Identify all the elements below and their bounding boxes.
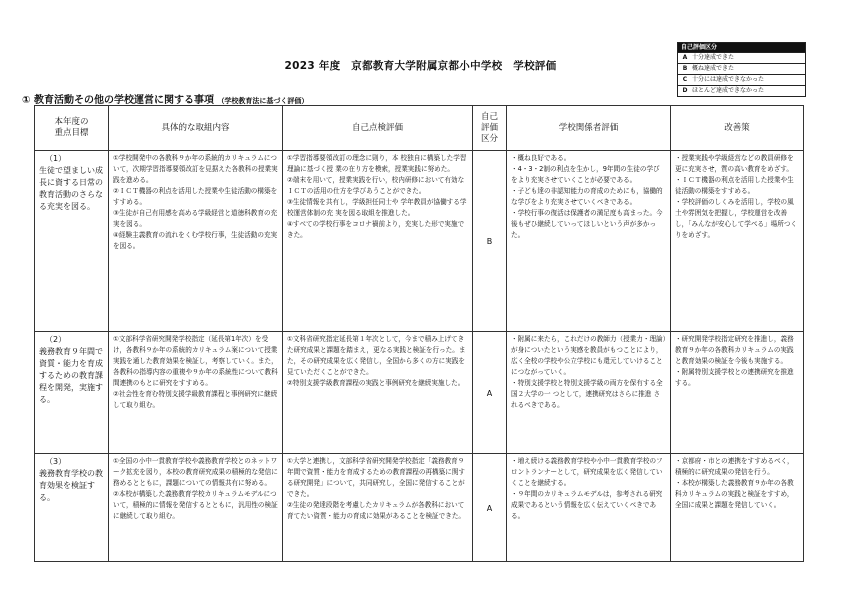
goal-number: （3） <box>45 457 67 466</box>
legend-header: 自己評価区分 <box>678 43 805 52</box>
legend-label: 概ね達成できた <box>692 65 735 72</box>
legend-key: B <box>682 65 688 72</box>
table-row <box>35 151 804 332</box>
legend-label: ほとんど達成できなかった <box>692 87 765 94</box>
legend-row <box>678 52 805 63</box>
improvement-cell: ・授業実践や学級経営などの教員研修を更に充実させ，質の高い教育をめざす。 ・ＩＣＴ機器の利点を活用した授業や生徒活動の構築をすすめる。 ・学校評価のしくみを活用し，学校の風土や雰囲気を把握し，学校運営を改善し，「みんなが安心して学べる」場所つくりをめざす。 <box>671 151 804 332</box>
legend-row <box>678 74 805 85</box>
rating-cell: B <box>473 151 507 332</box>
plan-cell: ①全国の小中一貫教育学校や義務教育学校とのネットワーク拡充を図り，本校の教育研究成果の積極的な発信に務めるとともに，課題についての情報共有に努める。 ②本校が構築した義務教育学校カリキュラムモデルについて，積極的に情報を発信するとともに，汎用性の検証に継続して取り組む。 <box>109 454 283 562</box>
stakeholder-evaluation-cell: ・概ね良好である。 ・4・3・2制の利点を生かし，9年間の生徒の学びをより充実させていくことが必要である。 ・子ども達の非認知能力の育成のためにも，協働的な学びをより充実させていくべきである。 ・学校行事の復活は保護者の満足度も高まった。今後もぜひ継続していってほしいという声が多かった。 <box>507 151 671 332</box>
improvement-cell: ・京都府・市との連携をすすめるべく，積極的に研究成果の発信を行う。 ・本校が構築した義務教育９か年の各教科カリキュラムの実践と検証をすすめ，全国に成果と課題を発信していく。 <box>671 454 804 562</box>
evaluation-table <box>34 105 804 562</box>
goal-number: （1） <box>45 154 67 163</box>
legend-row <box>678 63 805 74</box>
legend-key: A <box>682 54 688 61</box>
table-header-row <box>35 106 804 151</box>
page-title: 2023 年度 京都教育大学附属京都小中学校 学校評価 <box>284 60 557 72</box>
legend-key: C <box>682 76 688 83</box>
legend-key: D <box>682 87 688 94</box>
goal-cell <box>35 454 109 562</box>
header-stakeholder-evaluation: 学校関係者評価 <box>507 106 671 151</box>
legend-label: 十分には達成できなかった <box>692 76 765 83</box>
goal-cell <box>35 332 109 454</box>
header-self-evaluation: 自己点検評価 <box>283 106 473 151</box>
self-evaluation-cell: ①文科省研究指定延長第１年次として，今まで積み上げてきた研究成果と課題を踏まえ，更なる実践と検証を行った。また，その研究成果を広く発信し，全国から多くの方に実践を見ていただくことができた。 ②特別支援学級教育課程の実践と事例研究を継続実施した。 <box>283 332 473 454</box>
section-note: （学校教育法に基づく評価） <box>217 97 309 105</box>
goal-text: 義務教育学校の教育効果を検証する。 <box>39 469 103 502</box>
table-row <box>35 454 804 562</box>
header-rating: 自己 評価 区分 <box>473 106 507 151</box>
goal-text: 義務教育９年間で資質・能力を育成するための教育課程を開発，実施する。 <box>39 347 103 404</box>
rating-legend <box>677 42 806 97</box>
rating-cell: A <box>473 454 507 562</box>
table-row <box>35 332 804 454</box>
improvement-cell: ・研究開発学校指定研究を推進し，義務教育９か年の各教科カリキュラムの実践と教育効果の検証を今後も実施する。 ・附属特別支援学校との連携研究を推進する。 <box>671 332 804 454</box>
self-evaluation-cell: ①大学と連携し，文部科学省研究開発学校指定「義務教育９年間で資質・能力を育成するための教育課程の再構築に関する研究開発」について，共同研究し，全国に発信することができた。 ②生徒の発達段階を考慮したカリキュラムが各教科において育てたい資質・能力の育成に効果があることを検証できた。 <box>283 454 473 562</box>
legend-row <box>678 85 805 96</box>
goal-text: 生徒で望ましい成長に資する日常の教育活動のさらなる充実を図る。 <box>39 166 103 211</box>
section-heading <box>22 91 308 106</box>
goal-cell <box>35 151 109 332</box>
stakeholder-evaluation-cell: ・増え続ける義務教育学校や小中一貫教育学校のフロントランナーとして，研究成果を広く発信していくことを継続する。 ・９年間のカリキュラムモデルは，参考される研究成果であるという情報を広く伝えていくべきである。 <box>507 454 671 562</box>
header-goal: 本年度の 重点目標 <box>35 106 109 151</box>
header-plan: 具体的な取組内容 <box>109 106 283 151</box>
plan-cell: ①学校開発中の各教科９か年の系統的カリキュラムについて，次期学習指導要領改訂を見据えた各教科の授業実践を進める。 ②ＩＣＴ機器の利点を活用した授業や生徒活動の構築をすすめる。 ③生徒が自己有用感を高める学級経営と道徳科教育の充実を図る。 ④経験主義教育の流れをくむ学校行事，生徒活動の充実を図る。 <box>109 151 283 332</box>
legend-label: 十分達成できた <box>692 54 735 61</box>
self-evaluation-cell: ①学習指導要領改訂の理念に則り，本 校独自に構築した学習理論に基づく授 業の在り方を模索，授業実践に努めた。 ②端末を用いて，授業実践を行い，校内研修において有効なＩＣＴの活用の仕方を学びあうことができた。 ③生徒情報を共有し，学級担任同士や 学年教員が協働する学校運営体制の充 実を図る取組を推進した。 ④すべての学校行事をコロナ禍前より，充実した形で実施できた。 <box>283 151 473 332</box>
stakeholder-evaluation-cell: ・附属に来たら，これだけの教師力（授業力・理論）が身についたという実感を教員がもつことにより，広く全校の学校や公立学校にも還元していけることにつながっていく。 ・特別支援学校と特別支援学級の両方を保有する全国２大学の一 つとして，連携研究はさらに推進 されるべきである。 <box>507 332 671 454</box>
header-improvement: 改善策 <box>671 106 804 151</box>
rating-cell: A <box>473 332 507 454</box>
goal-number: （2） <box>45 335 67 344</box>
plan-cell: ①文部科学省研究開発学校指定（延長第1年次）を受け，各教科９か年の系統的カリキュラム案について授業実践を通した教育効果を検証し，考察していく。また，各教科の指導内容の重複や９か年の系統性について教科間連携のもとに研究をすすめる。 ②社会性を育む特別支援学級教育課程と事例研究に継続して取り組む。 <box>109 332 283 454</box>
section-title: ① 教育活動その他の学校運営に関する事項 <box>22 95 214 106</box>
